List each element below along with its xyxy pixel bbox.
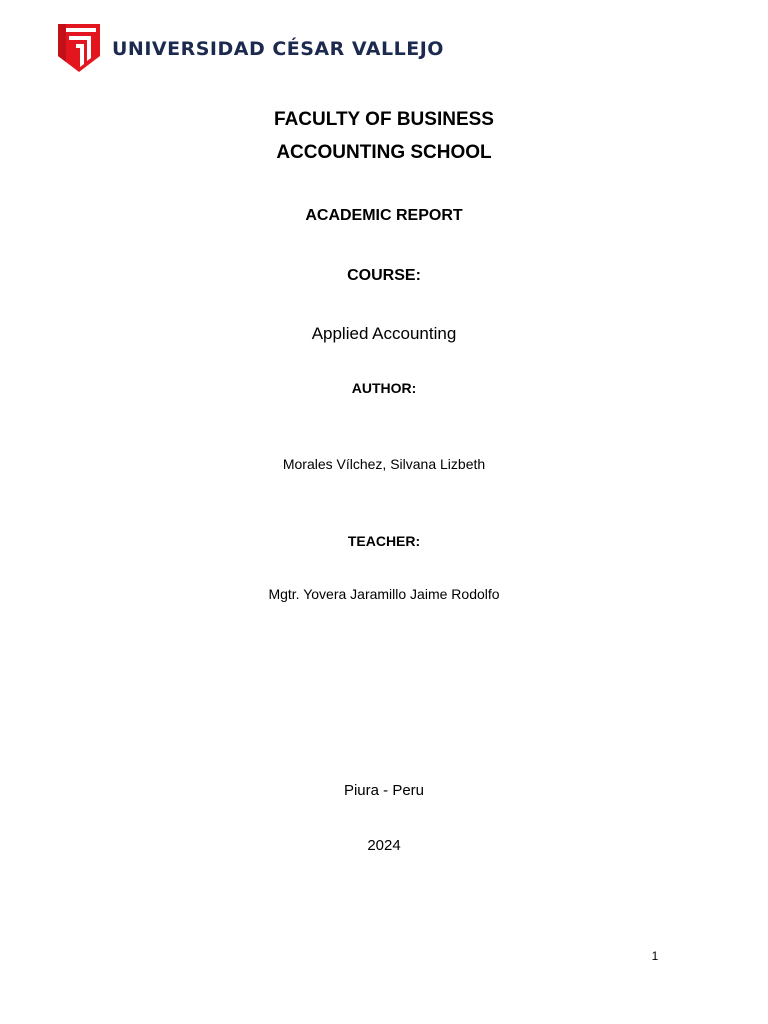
document-type: ACADEMIC REPORT [305,207,463,224]
school-title: ACCOUNTING SCHOOL [276,142,492,163]
faculty-title: FACULTY OF BUSINESS [274,109,494,130]
place: Piura - Peru [343,782,425,799]
author-label: AUTHOR: [351,380,417,396]
course-label: COURSE: [347,267,421,284]
university-header [56,22,444,74]
teacher-label: TEACHER: [347,533,421,549]
course-name: Applied Accounting [311,324,457,343]
university-shield-icon [56,22,102,74]
author-name: Morales Vílchez, Silvana Lizbeth [282,456,486,472]
teacher-name: Mgtr. Yovera Jaramillo Jaime Rodolfo [268,586,500,602]
year: 2024 [367,837,401,854]
page-number: 1 [651,949,659,963]
university-name: UNIVERSIDAD CÉSAR VALLEJO [112,37,444,60]
